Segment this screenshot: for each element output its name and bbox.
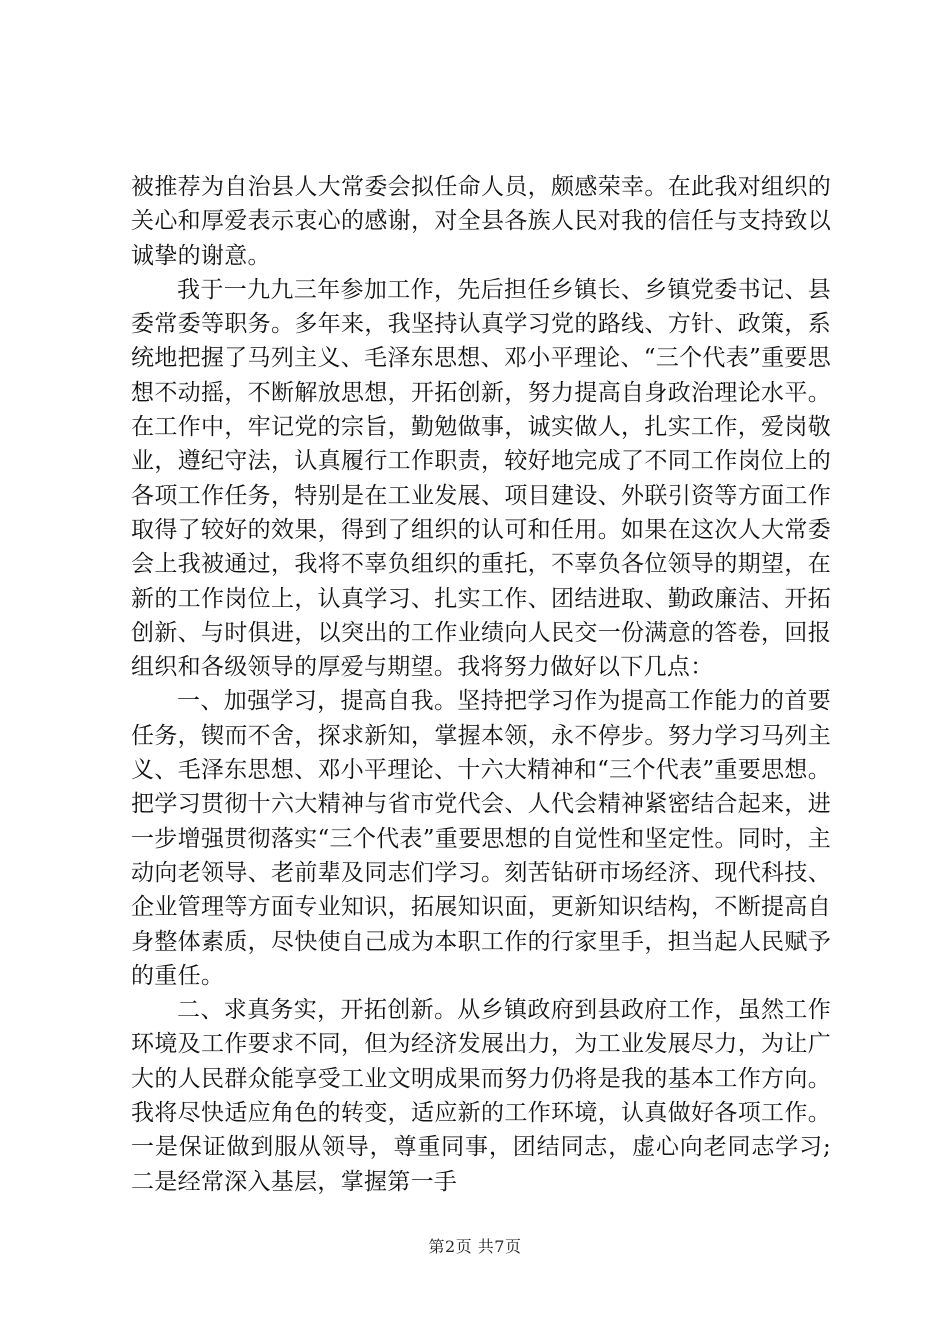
page-number-footer: 第2页 共7页 [428,1237,522,1256]
paragraph-continued: 被推荐为自治县人大常委会拟任命人员，颇感荣幸。在此我对组织的关心和厚爱表示衷心的感谢，对全县各族人民对我的信任与支持致以诚挚的谢意。 [131,174,831,269]
paragraph-point-two: 二、求真务实，开拓创新。从乡镇政府到县政府工作，虽然工作环境及工作要求不同，但为经济发展出力，为工业发展尽力，为让广大的人民群众能享受工业文明成果而努力仍将是我的基本工作方向。我将尽快适应角色的转变，适应新的工作环境，认真做好各项工作。一是保证做到服从领导，尊重同事，团结同志，虚心向老同志学习;二是经常深入基层，掌握第一手 [131,997,831,1195]
paragraph-work-history: 我于一九九三年参加工作，先后担任乡镇长、乡镇党委书记、县委常委等职务。多年来，我坚持认真学习党的路线、方针、政策，系统地把握了马列主义、毛泽东思想、邓小平理论、“三个代表”重要思想不动摇，不断解放思想，开拓创新，努力提高自身政治理论水平。在工作中，牢记党的宗旨，勤勉做事，诚实做人，扎实工作，爱岗敬业，遵纪守法，认真履行工作职责，较好地完成了不同工作岗位上的各项工作任务，特别是在工业发展、项目建设、外联引资等方面工作取得了较好的效果，得到了组织的认可和任用。如果在这次人大常委会上我被通过，我将不辜负组织的重托，不辜负各位领导的期望，在新的工作岗位上，认真学习、扎实工作、团结进取、勤政廉洁、开拓创新、与时俱进，以突出的工作业绩向人民交一份满意的答卷，回报组织和各级领导的厚爱与期望。我将努力做好以下几点： [131,276,831,681]
paragraph-point-one: 一、加强学习，提高自我。坚持把学习作为提高工作能力的首要任务，锲而不舍，探求新知，掌握本领，永不停步。努力学习马列主义、毛泽东思想、邓小平理论、十六大精神和“三个代表”重要思想。把学习贯彻十六大精神与省市党代会、人代会精神紧密结合起来，进一步增强贯彻落实“三个代表”重要思想的自觉性和坚定性。同时，主动向老领导、老前辈及同志们学习。刻苦钻研市场经济、现代科技、企业管理等方面专业知识，拓展知识面，更新知识结构，不断提高自身整体素质，尽快使自己成为本职工作的行家里手，担当起人民赋予的重任。 [131,688,831,989]
document-body [131,170,831,1199]
